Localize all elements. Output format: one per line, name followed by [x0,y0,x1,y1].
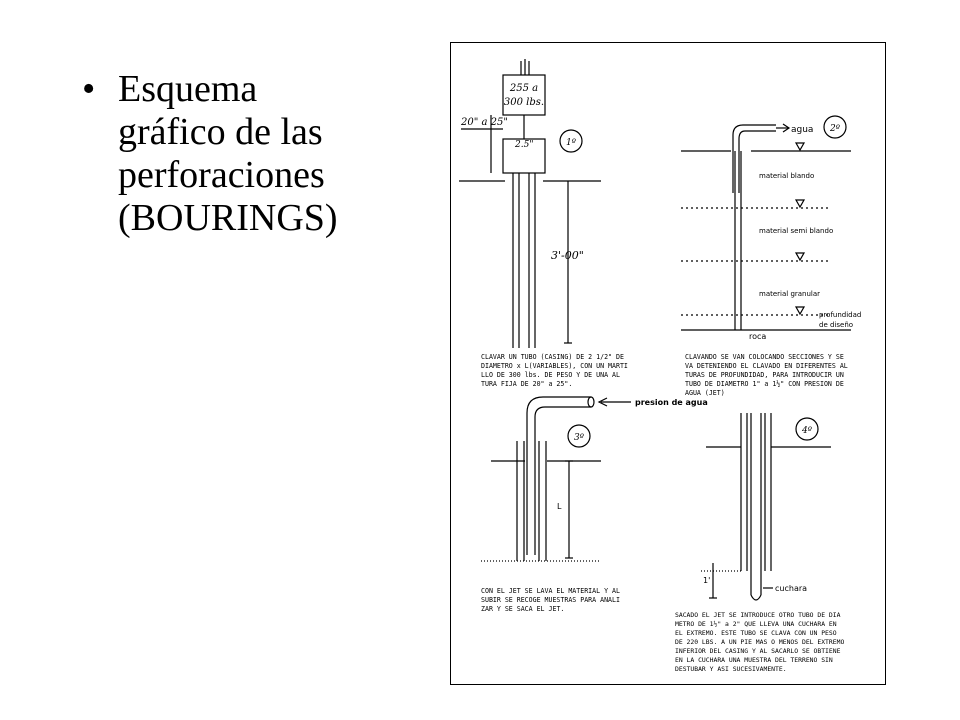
step3-drawing [481,397,631,561]
layer3-label: material granular [759,290,821,298]
depth-label: 3'-00" [551,249,584,262]
step1-badge: 1º [566,138,576,148]
svg-text:TURAS DE PROFUNDIDAD, PARA INT: TURAS DE PROFUNDIDAD, PARA INTRODUCIR UN [685,371,844,379]
svg-text:CON EL JET SE LAVA EL MATERIAL: CON EL JET SE LAVA EL MATERIAL Y AL [481,587,620,595]
weight-label-1: 255 a [509,83,539,94]
foot-label: 1' [703,576,711,585]
svg-text:DESTUBAR Y ASI SUCESIVAMENTE.: DESTUBAR Y ASI SUCESIVAMENTE. [675,665,787,673]
svg-text:INFERIOR DEL CASING Y AL SACAR: INFERIOR DEL CASING Y AL SACARLO SE OBTIENE [675,647,841,655]
svg-text:TURA FIJA DE 20" a 25".: TURA FIJA DE 20" a 25". [481,380,573,388]
title-line-4: (BOURINGS) [118,197,338,239]
step4-badge: 4º [802,426,812,436]
svg-text:TUBO DE DIAMETRO 1" a 1½" CON: TUBO DE DIAMETRO 1" a 1½" CON PRESION DE [685,380,844,388]
spoon-label: cuchara [775,584,808,593]
title-line-1: Esquema [118,68,258,110]
boring-diagram [450,42,886,685]
length-label: L [557,502,562,511]
layer1-label: material blando [759,172,815,180]
svg-text:SUBIR SE RECOGE MUESTRAS PARA: SUBIR SE RECOGE MUESTRAS PARA ANALI [481,596,620,604]
svg-text:DIAMETRO x L(VARIABLES), CON U: DIAMETRO x L(VARIABLES), CON UN MARTI [481,362,628,370]
step1-caption [481,353,628,388]
layer2-label: material semi blando [759,227,834,235]
slide-title [118,68,388,240]
step4-drawing [701,413,831,600]
step2-badge: 2º [830,124,840,134]
svg-text:EN LA CUCHARA UNA MUESTRA DEL: EN LA CUCHARA UNA MUESTRA DEL TERRENO SIN [675,656,833,664]
drop-height-label: 20" a 25" [461,117,508,128]
design-depth-label-1: profundidad [819,311,862,319]
hammer-weight [503,75,545,115]
bullet-dot: • [82,68,96,110]
step3-badge: 3º [574,433,584,443]
svg-text:ZAR Y SE SACA EL JET.: ZAR Y SE SACA EL JET. [481,605,565,613]
svg-text:LLO DE 300 lbs. DE PESO Y DE U: LLO DE 300 lbs. DE PESO Y DE UNA AL [481,371,620,379]
svg-text:EL EXTREMO. ESTE TUBO SE CLAV: EL EXTREMO. ESTE TUBO SE CLAVA CON UN PESO [675,629,837,637]
svg-text:AGUA (JET): AGUA (JET) [685,389,725,397]
step2-caption [685,353,848,397]
boring-diagram-svg [451,43,887,686]
water-label: agua [791,125,814,135]
rock-label: roca [749,332,767,341]
svg-text:METRO DE 1½" a 2" QUE LLEVA UN: METRO DE 1½" a 2" QUE LLEVA UNA CUCHARA EN [675,620,837,628]
svg-text:SACADO EL JET SE INTRODUCE OTR: SACADO EL JET SE INTRODUCE OTRO TUBO DE DIA [675,611,841,619]
pipe-diameter-label: 2.5" [515,140,534,150]
design-depth-label-2: de diseño [819,321,854,329]
svg-text:CLAVANDO SE VAN COLOCANDO SECC: CLAVANDO SE VAN COLOCANDO SECCIONES Y SE [685,353,844,361]
title-line-3: perforaciones [118,154,325,196]
water-pressure-label: presion de agua [635,398,708,407]
step3-caption [481,587,620,613]
step4-caption [675,611,844,673]
svg-text:DE 220 LBS. A UN PIE MAS O MEN: DE 220 LBS. A UN PIE MAS O MENOS DEL EXTREMO [675,638,845,646]
svg-text:VA DETENIENDO EL CLAVADO EN DI: VA DETENIENDO EL CLAVADO EN DIFERENTES AL [685,362,848,370]
weight-label-2: 300 lbs. [503,97,545,108]
svg-text:CLAVAR UN TUBO (CASING) DE 2 1: CLAVAR UN TUBO (CASING) DE 2 1/2" DE [481,353,624,361]
title-line-2: gráfico de las [118,111,323,153]
